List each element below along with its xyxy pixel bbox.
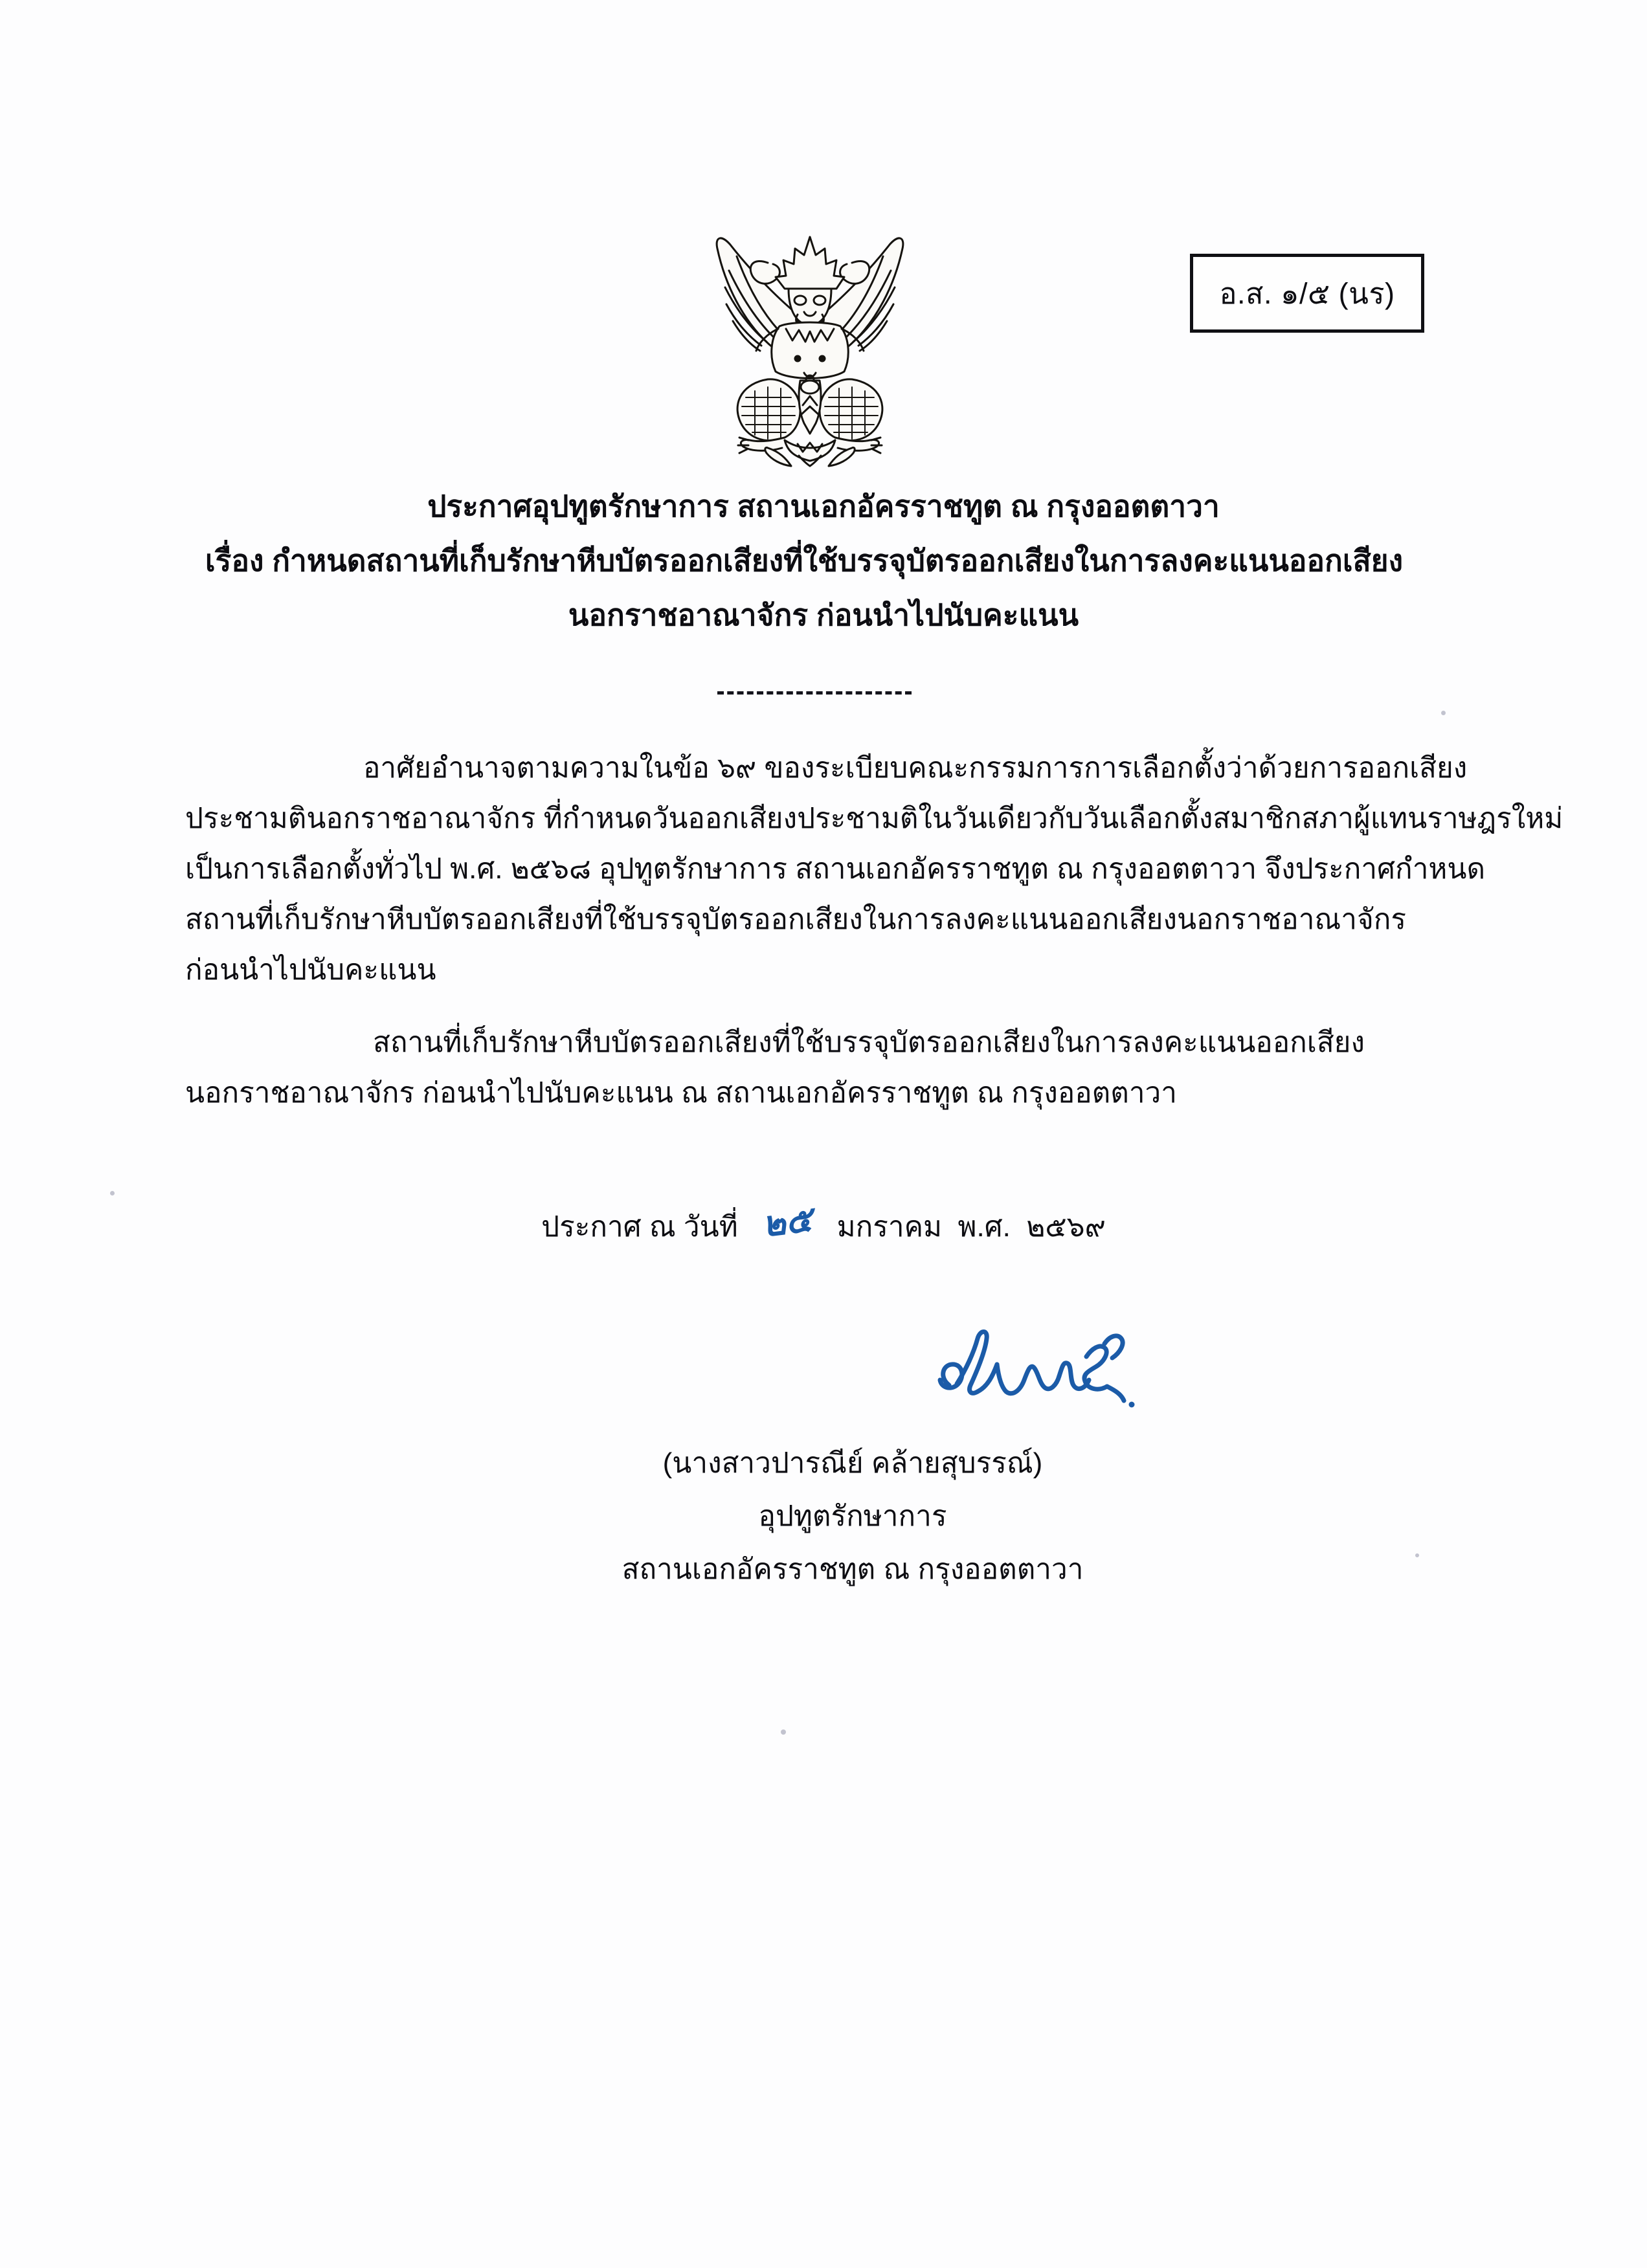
garuda-emblem [671,217,949,470]
scan-speck [1441,711,1446,715]
heading-separator-rule [717,691,912,695]
date-year: ๒๕๖๙ [1026,1211,1106,1243]
scan-speck [781,1729,786,1735]
scan-artifact [0,997,94,1148]
date-line [0,1196,1647,1252]
paragraph1-line-5: ก่อนนำไปนับคะแนน [185,954,436,986]
document-body [185,743,1563,1118]
heading-line-3: นอกราชอาณาจักร ก่อนนำไปนับคะแนน [568,598,1079,632]
paragraph2-line-2: นอกราชอาณาจักร ก่อนนำไปนับคะแนน ณ สถานเอกอัครราชทูต ณ กรุงออตตาวา [185,1077,1177,1109]
date-year-prefix: พ.ศ. [958,1211,1011,1243]
scan-artifact [0,1850,97,2005]
date-prefix: ประกาศ ณ วันที่ [541,1211,738,1243]
scan-speck [110,1191,115,1195]
paragraph1-line-2: ประชามตินอกราชอาณาจักร ที่กำหนดวันออกเสียงประชามติในวันเดียวกับวันเลือกตั้งสมาชิกสภาผู้แทนราษฎรใหม่ [185,803,1563,834]
signatory-office: สถานเอกอัครราชทูต ณ กรุงออตตาวา [622,1553,1084,1585]
document-heading [0,479,1647,642]
paragraph2-line-1: สถานที่เก็บรักษาหีบบัตรออกเสียงที่ใช้บรรจุบัตรออกเสียงในการลงคะแนนออกเสียง [373,1027,1365,1058]
handwritten-day: ๒๕ [759,1197,814,1245]
signature-block [0,1437,1647,1596]
form-code-text: อ.ส. ๑/๕ (นร) [1219,277,1395,310]
heading-line-2-subject: เรื่อง กำหนดสถานที่เก็บรักษาหีบบัตรออกเสียงที่ใช้บรรจุบัตรออกเสียงในการลงคะแนนออกเสียง [205,544,1404,577]
form-code-box [1190,254,1424,333]
signatory-position: อุปทูตรักษาการ [758,1500,947,1532]
paragraph1-line-3: เป็นการเลือกตั้งทั่วไป พ.ศ. ๒๕๖๘ อุปทูตรักษาการ สถานเอกอัครราชทูต ณ กรุงออตตาวา จึงประกาศกำหนด [185,853,1486,885]
paragraph1-line-1: อาศัยอำนาจตามความในข้อ ๖๙ ของระเบียบคณะกรรมการการเลือกตั้งว่าด้วยการออกเสียง [363,752,1468,784]
heading-line-1: ประกาศอุปทูตรักษาการ สถานเอกอัครราชทูต ณ กรุงออตตาวา [427,489,1220,523]
paragraph1-line-4: สถานที่เก็บรักษาหีบบัตรออกเสียงที่ใช้บรรจุบัตรออกเสียงในการลงคะแนนออกเสียงนอกราชอาณาจักร [185,904,1407,935]
date-month: มกราคม [836,1211,943,1243]
signatory-name: (นางสาวปารณีย์ คล้ายสุบรรณ์) [662,1447,1043,1479]
scan-artifact [0,178,96,336]
handwritten-signature [926,1307,1172,1424]
